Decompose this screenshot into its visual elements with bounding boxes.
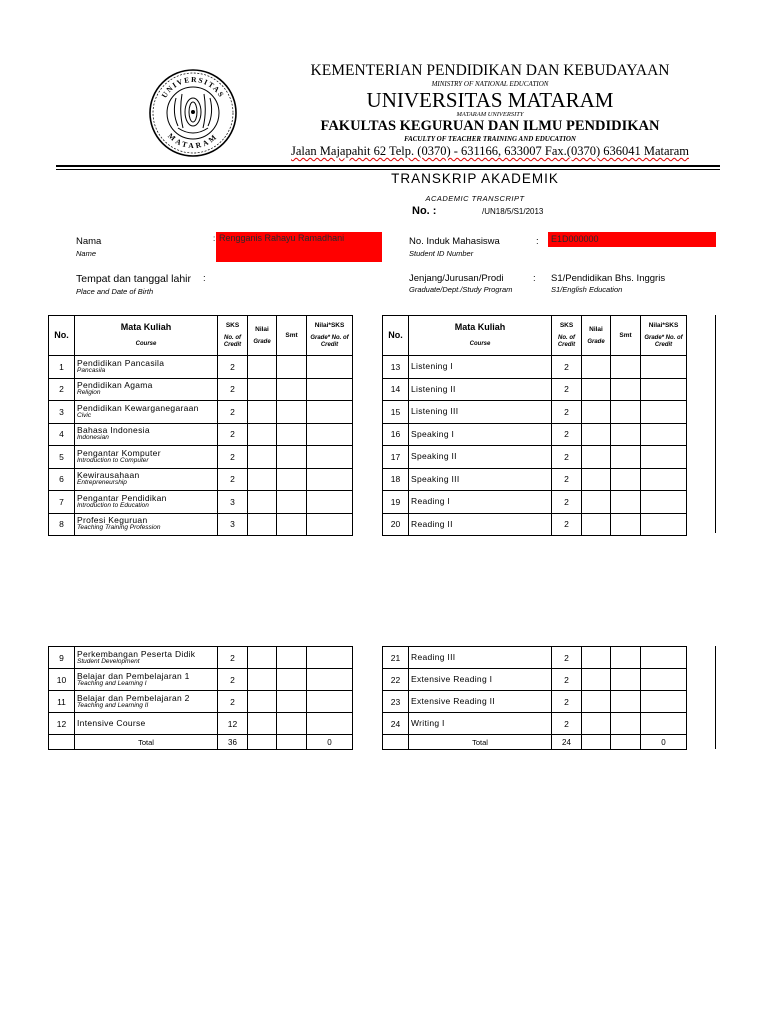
course-semester <box>611 647 641 669</box>
course-name-en: Religion <box>77 389 101 397</box>
course-no: 24 <box>383 713 409 735</box>
course-grade-credit <box>307 401 353 424</box>
course-row <box>49 513 353 536</box>
course-no: 20 <box>383 513 409 536</box>
course-no: 9 <box>49 647 75 669</box>
course-no: 7 <box>49 491 75 514</box>
course-row <box>49 468 353 491</box>
faculty-name: FAKULTAS KEGURUAN DAN ILMU PENDIDIKAN <box>320 118 660 134</box>
course-row <box>383 669 687 691</box>
course-grade <box>582 669 611 691</box>
course-grade <box>248 691 277 713</box>
course-grade-credit <box>641 468 687 491</box>
course-row <box>49 378 353 401</box>
course-sks: 2 <box>552 691 582 713</box>
course-name: Speaking III <box>411 473 460 484</box>
course-name-cell <box>75 713 218 735</box>
course-row <box>49 669 353 691</box>
course-row <box>383 378 687 401</box>
course-sks: 2 <box>552 378 582 401</box>
course-sks: 2 <box>552 423 582 446</box>
course-grade <box>582 423 611 446</box>
course-name: Pengantar Komputer <box>77 447 161 458</box>
course-row <box>383 356 687 379</box>
course-grade <box>248 378 277 401</box>
course-grade-credit <box>307 423 353 446</box>
university-name-en: MATARAM UNIVERSITY <box>456 111 524 118</box>
header-nilai-sks: Nilai*SKS Grade* No. of Credit <box>307 316 353 356</box>
course-name-cell <box>409 401 552 424</box>
course-sks: 2 <box>218 423 248 446</box>
course-semester <box>611 669 641 691</box>
course-grade-credit <box>307 468 353 491</box>
course-name: Reading II <box>411 518 453 529</box>
name-label-en: Name <box>76 249 97 258</box>
name-value: Rengganis Rahayu Ramadhani <box>216 232 382 262</box>
course-grade-credit <box>641 491 687 514</box>
course-no: 17 <box>383 446 409 469</box>
course-grade <box>582 468 611 491</box>
course-name: Bahasa Indonesia <box>77 425 150 436</box>
course-sks: 2 <box>552 356 582 379</box>
student-id-label-en: Student ID Number <box>409 249 474 258</box>
course-name-cell <box>409 423 552 446</box>
course-name-cell <box>409 468 552 491</box>
program-label-en: Graduate/Dept./Study Program <box>409 285 513 294</box>
birth-colon: : <box>203 273 206 284</box>
course-table-right-bottom <box>382 646 687 750</box>
document-number-label: No. : <box>412 205 437 217</box>
program-colon: : <box>533 273 536 284</box>
course-grade-credit <box>641 401 687 424</box>
name-colon: : <box>213 234 216 243</box>
course-sks: 2 <box>552 401 582 424</box>
course-grade <box>582 691 611 713</box>
course-grade-credit <box>307 513 353 536</box>
course-name: Speaking I <box>411 428 455 439</box>
course-name-cell <box>409 669 552 691</box>
course-no: 4 <box>49 423 75 446</box>
course-name-en: Introduction to Education <box>77 501 149 509</box>
course-name-cell <box>75 647 218 669</box>
birth-label-en: Place and Date of Birth <box>76 287 154 296</box>
course-name: Extensive Reading II <box>411 696 495 707</box>
svg-text:MATARAM <box>166 131 220 150</box>
course-grade <box>582 378 611 401</box>
course-name-cell <box>409 691 552 713</box>
course-no: 11 <box>49 691 75 713</box>
student-id-colon: : <box>536 236 539 247</box>
course-row <box>49 423 353 446</box>
course-semester <box>277 669 307 691</box>
table-header-row <box>49 316 353 356</box>
course-name-cell <box>409 491 552 514</box>
course-row <box>383 401 687 424</box>
course-grade-credit <box>641 446 687 469</box>
name-label: Nama <box>76 236 102 247</box>
course-name: Listening I <box>411 361 454 372</box>
document-number-value: /UN18/5/S1/2013 <box>482 207 544 216</box>
total-nilai-sks: 0 <box>307 735 353 750</box>
course-name-en: Civic <box>77 411 92 419</box>
course-name-en: Teaching Training Profession <box>77 524 161 532</box>
course-no: 1 <box>49 356 75 379</box>
header-no: No. <box>49 316 75 356</box>
course-sks: 2 <box>218 378 248 401</box>
course-sks: 2 <box>552 446 582 469</box>
course-row <box>383 713 687 735</box>
course-name-cell <box>409 378 552 401</box>
header-smt: Smt <box>277 316 307 356</box>
course-name-en: Teaching and Learning II <box>77 701 149 709</box>
logo-top-text: UNIVERSITAS <box>159 74 227 100</box>
course-sks: 2 <box>552 513 582 536</box>
course-name-en: Entrepreneurship <box>77 479 127 487</box>
faculty-name-en: FACULTY OF TEACHER TRAINING AND EDUCATION <box>404 135 576 143</box>
course-semester <box>277 468 307 491</box>
course-grade-credit <box>641 691 687 713</box>
course-grade <box>248 491 277 514</box>
course-row <box>383 446 687 469</box>
course-semester <box>611 378 641 401</box>
course-no: 12 <box>49 713 75 735</box>
university-seal-logo <box>148 68 238 158</box>
course-sks: 2 <box>552 491 582 514</box>
course-sks: 3 <box>218 491 248 514</box>
header-no: No. <box>383 316 409 356</box>
course-name-cell <box>75 468 218 491</box>
course-name-cell <box>75 423 218 446</box>
course-no: 16 <box>383 423 409 446</box>
course-semester <box>277 713 307 735</box>
faculty-address: Jalan Majapahit 62 Telp. (0370) - 631166, 633007 Fax.(0370) 636041 Mataram <box>290 144 689 158</box>
course-grade-credit <box>307 691 353 713</box>
total-label: Total <box>409 735 552 750</box>
course-row <box>49 356 353 379</box>
course-grade-credit <box>641 513 687 536</box>
course-no: 14 <box>383 378 409 401</box>
course-sks: 2 <box>552 647 582 669</box>
course-sks: 2 <box>218 401 248 424</box>
course-row <box>383 468 687 491</box>
program-value-en: S1/English Education <box>551 285 623 294</box>
course-no: 8 <box>49 513 75 536</box>
course-name-cell <box>75 691 218 713</box>
total-nilai-sks: 0 <box>641 735 687 750</box>
header-nilai: Nilai Grade <box>582 316 611 356</box>
ministry-name-en: MINISTRY OF NATIONAL EDUCATION <box>431 80 549 88</box>
course-grade <box>582 356 611 379</box>
course-name: Belajar dan Pembelajaran 1 <box>77 670 190 681</box>
course-row <box>383 647 687 669</box>
header-course: Mata Kuliah Course <box>75 316 218 356</box>
course-grade <box>582 713 611 735</box>
course-semester <box>611 713 641 735</box>
course-semester <box>611 356 641 379</box>
course-name-cell <box>75 401 218 424</box>
course-sks: 2 <box>218 647 248 669</box>
course-name-cell <box>409 647 552 669</box>
course-name-cell <box>75 669 218 691</box>
course-grade-credit <box>641 378 687 401</box>
course-semester <box>611 423 641 446</box>
course-no: 6 <box>49 468 75 491</box>
course-no: 5 <box>49 446 75 469</box>
course-name-cell <box>75 378 218 401</box>
course-sks: 12 <box>218 713 248 735</box>
course-name-en: Indonesian <box>77 434 109 442</box>
course-name: Reading III <box>411 652 456 663</box>
course-row <box>383 491 687 514</box>
course-grade-credit <box>641 356 687 379</box>
program-value: S1/Pendidikan Bhs. Inggris <box>551 273 666 284</box>
course-name: Speaking II <box>411 451 457 462</box>
course-semester <box>277 647 307 669</box>
course-grade-credit <box>307 647 353 669</box>
document-subtitle: ACADEMIC TRANSCRIPT <box>425 194 525 203</box>
header-smt: Smt <box>611 316 641 356</box>
course-grade <box>248 647 277 669</box>
total-row <box>383 735 687 750</box>
course-semester <box>611 446 641 469</box>
course-grade <box>248 401 277 424</box>
total-sks: 36 <box>218 735 248 750</box>
header-nilai: Nilai Grade <box>248 316 277 356</box>
course-grade <box>248 468 277 491</box>
course-name: Pendidikan Pancasila <box>77 357 165 368</box>
course-no: 15 <box>383 401 409 424</box>
course-grade <box>582 401 611 424</box>
course-name: Pengantar Pendidikan <box>77 492 167 503</box>
header-divider-thin <box>56 169 720 170</box>
course-grade <box>248 423 277 446</box>
course-grade <box>248 356 277 379</box>
course-name: Listening II <box>411 383 456 394</box>
course-name-cell <box>75 491 218 514</box>
course-semester <box>277 491 307 514</box>
course-row <box>383 513 687 536</box>
course-name-cell <box>75 513 218 536</box>
course-grade <box>582 446 611 469</box>
university-name: UNIVERSITAS MATARAM <box>366 88 614 112</box>
course-grade <box>248 513 277 536</box>
total-sks: 24 <box>552 735 582 750</box>
course-row <box>49 647 353 669</box>
course-name-en: Introduction to Computer <box>77 456 149 464</box>
course-name-cell <box>409 513 552 536</box>
course-grade-credit <box>307 446 353 469</box>
course-sks: 2 <box>552 669 582 691</box>
course-semester <box>277 423 307 446</box>
course-name-en: Pancasila <box>77 366 106 374</box>
header-divider-thick <box>56 165 720 167</box>
course-row <box>49 446 353 469</box>
course-name-cell <box>409 713 552 735</box>
course-table-left-bottom <box>48 646 353 750</box>
course-name: Extensive Reading I <box>411 674 493 685</box>
course-row <box>49 713 353 735</box>
course-name: Pendidikan Agama <box>77 380 153 391</box>
course-sks: 2 <box>218 691 248 713</box>
course-no: 2 <box>49 378 75 401</box>
course-row <box>383 691 687 713</box>
course-sks: 2 <box>218 468 248 491</box>
course-no: 18 <box>383 468 409 491</box>
course-semester <box>277 401 307 424</box>
course-name: Pendidikan Kewarganegaraan <box>77 402 199 413</box>
course-row <box>383 423 687 446</box>
course-row <box>49 691 353 713</box>
student-id-value: E1D000000 <box>548 232 716 247</box>
student-id-label: No. Induk Mahasiswa <box>409 236 500 247</box>
course-name: Belajar dan Pembelajaran 2 <box>77 692 190 703</box>
course-grade-credit <box>307 378 353 401</box>
course-grade-credit <box>307 713 353 735</box>
course-name: Writing I <box>411 718 445 729</box>
total-label: Total <box>75 735 218 750</box>
course-name: Reading I <box>411 496 451 507</box>
course-semester <box>277 356 307 379</box>
page-edge-line-bottom <box>715 646 716 749</box>
course-grade-credit <box>307 491 353 514</box>
course-sks: 2 <box>552 468 582 491</box>
course-semester <box>611 491 641 514</box>
course-no: 10 <box>49 669 75 691</box>
header-nilai-sks: Nilai*SKS Grade* No. of Credit <box>641 316 687 356</box>
header-sks: SKS No. of Credit <box>218 316 248 356</box>
course-grade <box>582 491 611 514</box>
page-edge-line-top <box>715 315 716 533</box>
course-semester <box>277 691 307 713</box>
course-grade-credit <box>641 669 687 691</box>
logo-bottom-text: MATARAM <box>166 131 220 151</box>
course-grade-credit <box>307 669 353 691</box>
course-semester <box>611 401 641 424</box>
course-grade-credit <box>641 713 687 735</box>
course-table-right-top <box>382 315 687 536</box>
course-name: Listening III <box>411 406 459 417</box>
course-name: Kewirausahaan <box>77 470 140 481</box>
course-row <box>49 491 353 514</box>
course-name-cell <box>409 446 552 469</box>
course-no: 23 <box>383 691 409 713</box>
course-name-en: Student Development <box>77 657 140 665</box>
course-no: 19 <box>383 491 409 514</box>
course-semester <box>277 378 307 401</box>
document-title: TRANSKRIP AKADEMIK <box>391 171 559 186</box>
course-no: 21 <box>383 647 409 669</box>
course-grade-credit <box>641 423 687 446</box>
course-name-cell <box>75 356 218 379</box>
course-grade <box>582 513 611 536</box>
course-sks: 2 <box>218 446 248 469</box>
course-grade <box>248 713 277 735</box>
course-table-left-top <box>48 315 353 536</box>
birth-label: Tempat dan tanggal lahir <box>76 273 191 285</box>
header-sks: SKS No. of Credit <box>552 316 582 356</box>
total-row <box>49 735 353 750</box>
course-name: Perkembangan Peserta Didik <box>77 648 196 659</box>
course-semester <box>611 691 641 713</box>
course-name-cell <box>409 356 552 379</box>
course-grade <box>248 446 277 469</box>
course-grade-credit <box>641 647 687 669</box>
course-name-en: Teaching and Learning I <box>77 679 147 687</box>
course-no: 22 <box>383 669 409 691</box>
course-sks: 2 <box>552 713 582 735</box>
table-header-row <box>383 316 687 356</box>
course-name-cell <box>75 446 218 469</box>
ministry-name: KEMENTERIAN PENDIDIKAN DAN KEBUDAYAAN <box>310 62 670 79</box>
course-semester <box>611 468 641 491</box>
course-semester <box>611 513 641 536</box>
course-sks: 2 <box>218 669 248 691</box>
course-name: Profesi Keguruan <box>77 515 148 526</box>
course-row <box>49 401 353 424</box>
course-grade <box>582 647 611 669</box>
course-grade-credit <box>307 356 353 379</box>
course-sks: 2 <box>218 356 248 379</box>
course-no: 13 <box>383 356 409 379</box>
header-course: Mata Kuliah Course <box>409 316 552 356</box>
course-semester <box>277 513 307 536</box>
course-name: Intensive Course <box>77 718 146 729</box>
course-semester <box>277 446 307 469</box>
course-no: 3 <box>49 401 75 424</box>
course-grade <box>248 669 277 691</box>
course-sks: 3 <box>218 513 248 536</box>
program-label: Jenjang/Jurusan/Prodi <box>409 273 504 284</box>
